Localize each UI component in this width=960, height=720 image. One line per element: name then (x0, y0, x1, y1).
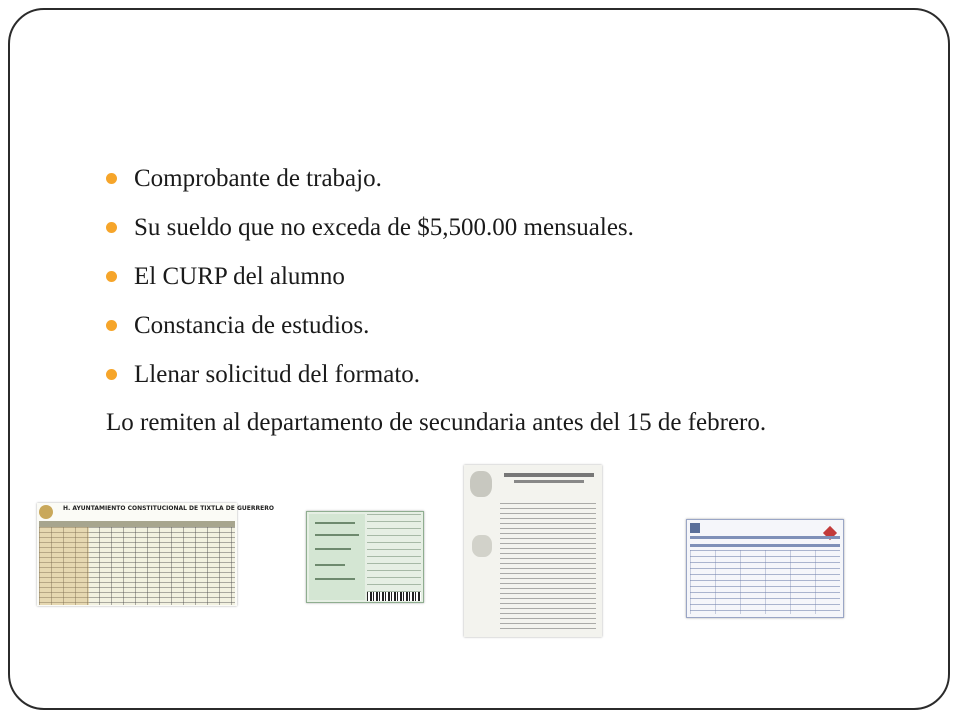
curp-text-line (315, 534, 359, 536)
curp-document-thumbnail (306, 511, 424, 603)
form-rows (690, 550, 840, 614)
bullet-text: Constancia de estudios. (134, 312, 370, 339)
curp-right-panel (367, 514, 421, 600)
payroll-spreadsheet-thumbnail (37, 503, 274, 606)
bullet-dot-icon (106, 173, 117, 184)
bullet-dot-icon (106, 271, 117, 282)
bullet-item-curp (104, 258, 844, 307)
bullet-item-salary (104, 209, 844, 258)
spreadsheet-name-column (39, 527, 89, 605)
bullet-text: Llenar solicitud del formato. (134, 361, 421, 388)
spreadsheet-header: H. AYUNTAMIENTO CONSTITUCIONAL DE TIXTLA DE GUERRERO (63, 505, 274, 512)
letter-body-lines (500, 503, 596, 629)
letter-subtitle-line (514, 480, 584, 483)
curp-text-line (315, 564, 345, 566)
bullet-text: Comprobante de trabajo. (134, 165, 382, 192)
coat-of-arms-icon (470, 471, 492, 497)
bullet-dot-icon (106, 320, 117, 331)
form-band (690, 544, 840, 547)
imss-form-thumbnail (686, 519, 844, 618)
bullet-item-study-certificate (104, 307, 844, 356)
barcode-icon (367, 592, 421, 601)
letter-title-line (504, 473, 594, 477)
curp-text-line (315, 578, 355, 580)
curp-text-line (315, 522, 355, 524)
form-band (690, 536, 840, 539)
bullet-dot-icon (106, 369, 117, 380)
municipal-seal-icon (39, 505, 53, 519)
bullet-item-application-form (104, 356, 844, 405)
bullet-item-work-proof (104, 160, 844, 209)
bullet-dot-icon (106, 222, 117, 233)
curp-left-panel (309, 514, 365, 600)
bullet-list (104, 160, 844, 405)
imss-logo-icon (690, 523, 700, 533)
bullet-text: Su sueldo que no exceda de $5,500.00 mensuales. (134, 214, 634, 241)
closing-paragraph: Lo remiten al departamento de secundaria antes del 15 de febrero. (106, 409, 767, 436)
curp-text-line (315, 548, 351, 550)
bullet-text: El CURP del alumno (134, 263, 345, 290)
constancia-letter-thumbnail (464, 465, 602, 637)
stamp-icon (472, 535, 492, 557)
